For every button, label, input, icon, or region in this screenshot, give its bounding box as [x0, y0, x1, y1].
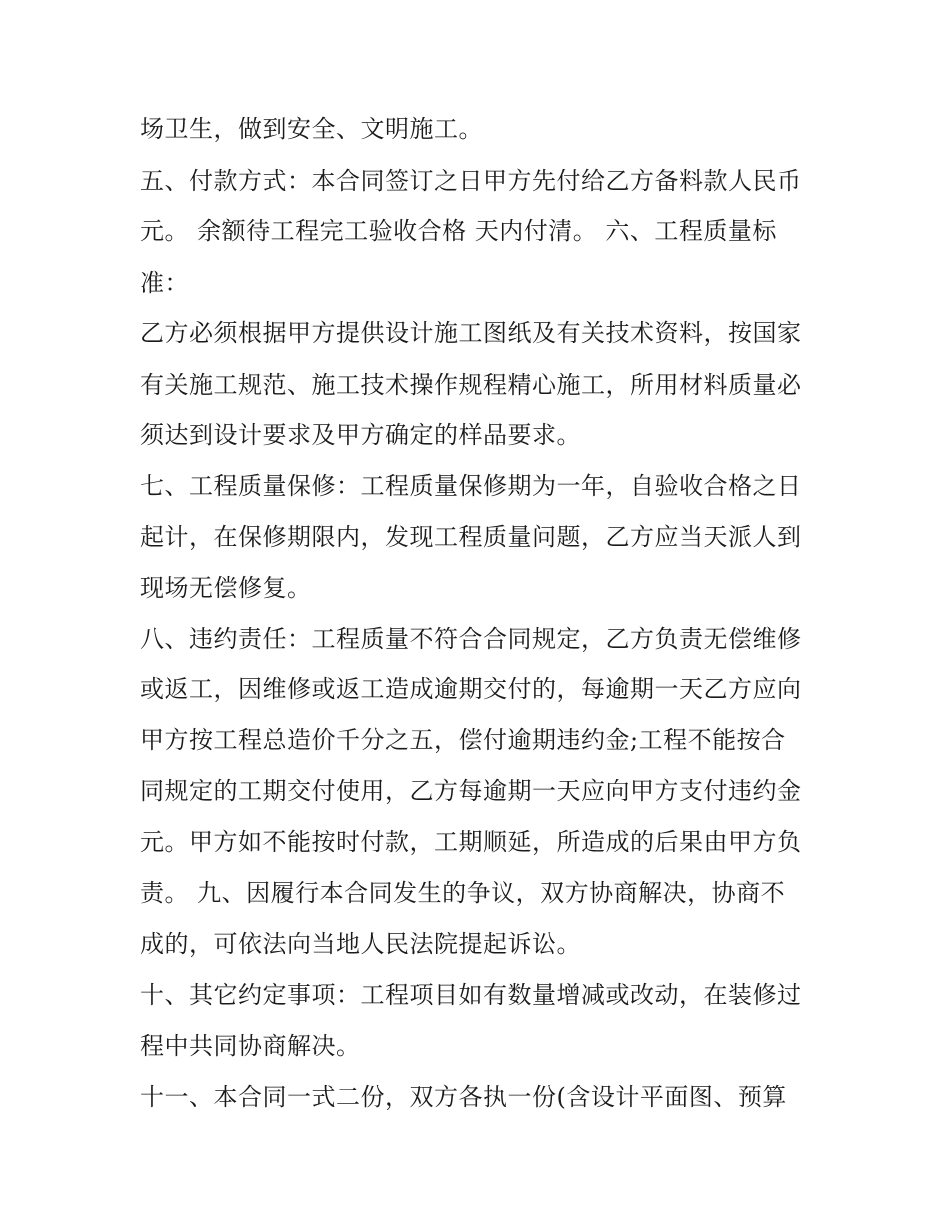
- text-line: 程中共同协商解决。: [140, 1032, 361, 1060]
- text-line: 或返工，因维修或返工造成逾期交付的，每逾期一天乙方应向: [140, 675, 802, 703]
- text-line: 成的，可依法向当地人民法院提起诉讼。: [140, 930, 581, 958]
- text-line: 元。 余额待工程完工验收合格 天内付清。 六、工程质量标: [140, 217, 777, 245]
- text-line: 现场无偿修复。: [140, 574, 312, 602]
- text-line: 责。 九、因履行本合同发生的争议，双方协商解决，协商不: [140, 879, 786, 907]
- text-line: 乙方必须根据甲方提供设计施工图纸及有关技术资料，按国家: [140, 319, 802, 347]
- text-line: 起计，在保修期限内，发现工程质量问题，乙方应当天派人到: [140, 523, 802, 551]
- text-line: 元。甲方如不能按时付款，工期顺延，所造成的后果由甲方负: [140, 828, 802, 856]
- text-line: 甲方按工程总造价千分之五，偿付逾期违约金;工程不能按合: [140, 726, 786, 754]
- text-line: 十、其它约定事项：工程项目如有数量增减或改动，在装修过: [140, 981, 802, 1009]
- text-line: 场卫生，做到安全、文明施工。: [140, 115, 483, 143]
- text-line: 有关施工规范、施工技术操作规程精心施工，所用材料质量必: [140, 371, 802, 399]
- text-line: 十一、本合同一式二份，双方各执一份(含设计平面图、预算: [140, 1083, 787, 1111]
- text-line: 须达到设计要求及甲方确定的样品要求。: [140, 421, 581, 449]
- text-line: 八、违约责任：工程质量不符合合同规定，乙方负责无偿维修: [140, 625, 802, 653]
- text-line: 准：: [140, 269, 189, 297]
- text-line: 五、付款方式：本合同签订之日甲方先付给乙方备料款人民币: [140, 167, 802, 195]
- text-line: 同规定的工期交付使用，乙方每逾期一天应向甲方支付违约金: [140, 777, 802, 805]
- text-line: 七、工程质量保修：工程质量保修期为一年，自验收合格之日: [140, 472, 802, 500]
